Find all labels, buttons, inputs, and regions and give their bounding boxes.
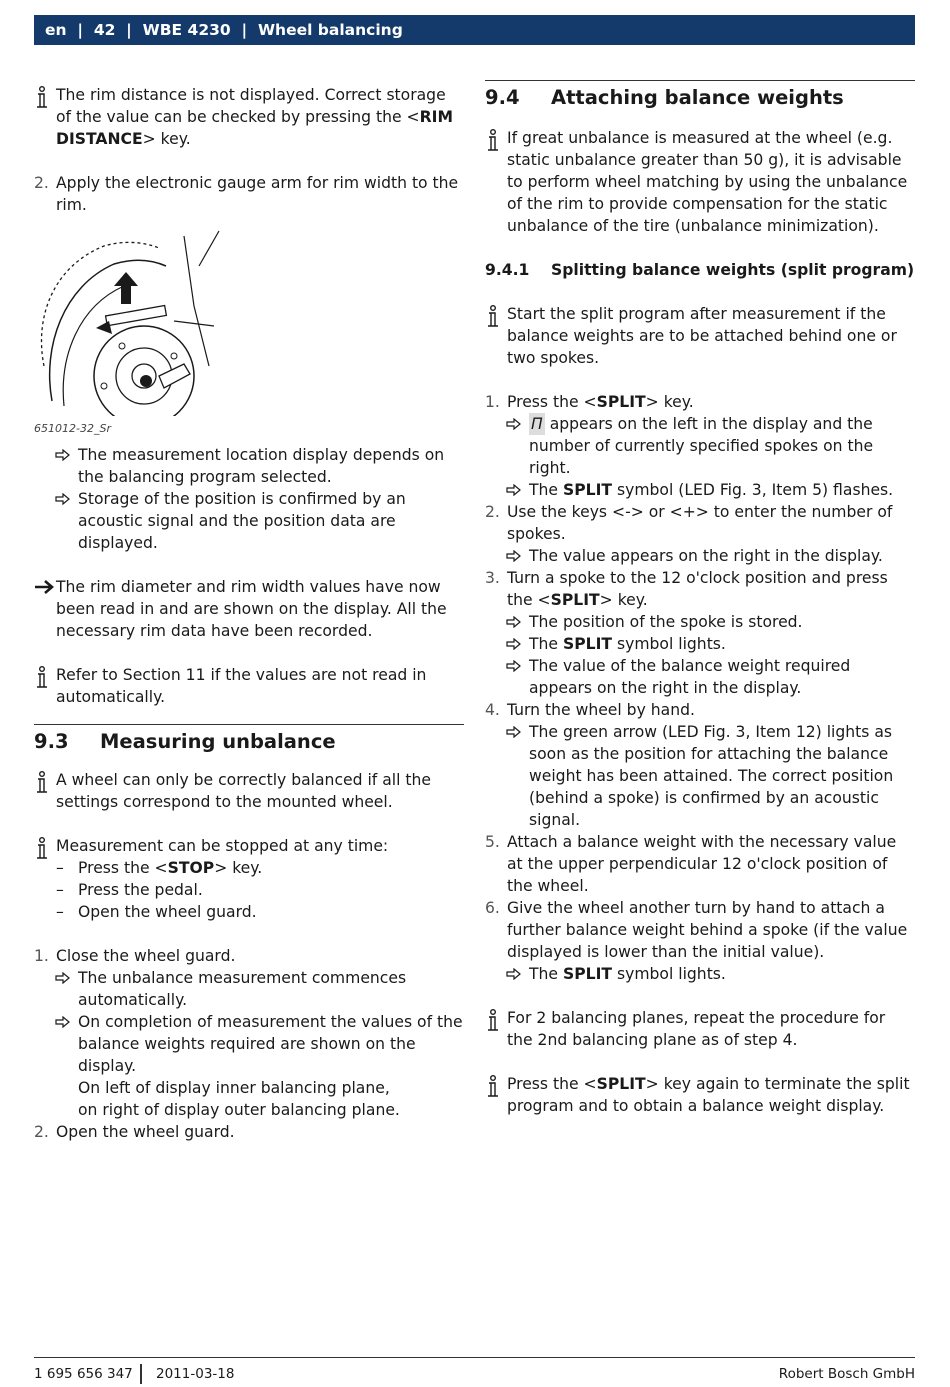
result-arrow-icon [506,550,521,562]
dash-text: Press the < [78,859,168,877]
step-text: Close the wheel guard. [56,947,236,965]
info-note [34,84,464,150]
section-number: 9.4 [485,86,520,109]
result-continuation: on right of display outer balancing plane. [78,1101,400,1119]
result-text: The green arrow (LED Fig. 3, Item 12) lights as soon as the position for attaching the balance weight has been attained. The correct position (behind a spoke) is confirmed by an acoustic signal. [529,723,894,829]
info-icon [34,86,52,110]
dash-text: Open the wheel guard. [78,903,257,921]
result-text: The value appears on the right in the display. [529,547,883,565]
conclusion-text: The rim diameter and rim width values have now been read in and are shown on the display. All the necessary rim data have been recorded. [56,578,447,640]
step-number: 4. [485,701,500,719]
step-number: 5. [485,833,500,851]
wheel-gauge-figure [34,226,224,416]
result-item [485,611,915,633]
footer-date: 2011-03-18 [156,1366,235,1382]
key-name: SPLIT [562,481,613,499]
result-text: On completion of measurement the values of the balance weights required are shown on the display. [78,1013,463,1075]
result-text: The unbalance measurement commences automatically. [78,969,407,1009]
key-name: SPLIT [596,393,646,411]
step-number: 6. [485,899,500,917]
key-name: SPLIT [562,965,613,983]
info-note [485,127,915,237]
step-text: Open the wheel guard. [56,1123,235,1141]
step-item [485,501,915,545]
step-text: Apply the electronic gauge arm for rim width to the rim. [56,174,459,214]
result-text: symbol lights. [612,965,726,983]
step-number: 2. [485,503,500,521]
result-text: The [529,965,563,983]
result-text: The measurement location display depends on the balancing program selected. [78,446,445,486]
step-text: Use the keys <-> or <+> to enter the number of spokes. [507,503,893,543]
dash-text: Press the pedal. [78,881,203,899]
info-note [485,303,915,369]
step-number: 2. [34,174,49,192]
subsection-heading [485,259,915,281]
footer-doc-number: 1 695 656 347 [34,1366,133,1382]
conclusion-note [34,576,464,642]
section-title: Attaching balance weights [551,86,844,109]
step-item [485,567,915,611]
dash-item: – Open the wheel guard. [56,903,257,921]
note-text: > key. [142,130,191,148]
subsection-title: Splitting balance weights (split program) [551,261,915,279]
step-item [485,831,915,897]
note-text: Refer to Section 11 if the values are not read in automatically. [56,666,427,706]
info-icon [485,129,503,153]
result-text: The value of the balance weight required appears on the right in the display. [529,657,851,697]
result-item [485,413,915,479]
key-name: SPLIT [596,1075,646,1093]
result-item [485,479,915,501]
section-number: 9.3 [34,730,69,753]
step-item [34,172,464,216]
note-text: If great unbalance is measured at the wheel (e.g. static unbalance greater than 50 g), it is advisable to perform wheel matching by using the unbalance of the rim to provide compensation for the static unbalance of the tire (unbalance minimization). [507,129,908,235]
dash-item: – Press the pedal. [56,881,203,899]
result-text: Storage of the position is confirmed by an acoustic signal and the position data are displayed. [78,490,406,552]
key-name: SPLIT [550,591,600,609]
header-lang: en [45,21,67,39]
result-item [485,963,915,985]
section-heading [34,724,464,757]
footer-separator [140,1364,142,1384]
info-note [485,1073,915,1117]
info-note [34,769,464,813]
header-model: WBE 4230 [142,21,231,39]
result-item [34,1011,464,1077]
result-text: appears on the left in the display and the number of currently specified spokes on the right. [529,415,874,477]
note-text: Measurement can be stopped at any time: [56,837,389,855]
result-arrow-icon [55,493,70,505]
note-text: Press the < [507,1075,597,1093]
step-number: 2. [34,1123,49,1141]
step-number: 3. [485,569,500,587]
step-text: Turn the wheel by hand. [507,701,695,719]
result-arrow-icon [55,1016,70,1028]
step-number: 1. [485,393,500,411]
result-text: symbol lights. [612,635,726,653]
header-section: Wheel balancing [257,21,403,39]
note-text: For 2 balancing planes, repeat the procedure for the 2nd balancing plane as of step 4. [507,1009,886,1049]
result-item [34,967,464,1011]
result-arrow-icon [506,484,521,496]
step-text: > key. [599,591,648,609]
result-item [34,488,464,554]
result-arrow-icon [506,418,521,430]
right-column [485,80,915,1117]
conclusion-arrow-icon [34,579,54,595]
result-item [485,721,915,831]
result-text: The position of the spoke is stored. [529,613,803,631]
note-text: > key again to terminate the split program and to obtain a balance weight display. [507,1075,910,1115]
step-text: Press the < [507,393,597,411]
result-arrow-icon [55,449,70,461]
info-icon [485,1075,503,1099]
step-item [34,945,464,967]
header-page-number: 42 [93,21,116,39]
info-note [34,835,464,857]
result-arrow-icon [506,660,521,672]
info-icon [485,305,503,329]
result-arrow-icon [506,726,521,738]
note-text: The rim distance is not displayed. Correct storage of the value can be checked by pressing the < [56,86,446,126]
note-text: Start the split program after measurement if the balance weights are to be attached behind one or two spokes. [507,305,897,367]
step-item [485,897,915,963]
step-item [485,699,915,721]
left-column [34,84,464,1143]
dash-text: > key. [214,859,263,877]
page-header: en | 42 | WBE 4230 | Wheel balancing [34,15,915,45]
info-icon [34,771,52,795]
figure-caption: 651012-32_Sr [34,422,111,435]
key-name: SPLIT [562,635,613,653]
section-title: Measuring unbalance [100,730,336,753]
result-arrow-icon [506,616,521,628]
footer-company: Robert Bosch GmbH [778,1366,915,1382]
display-symbol: Π [531,415,543,433]
step-text: Turn a spoke to the 12 o'clock position and press the < [507,569,888,609]
info-note [34,664,464,708]
result-arrow-icon [55,972,70,984]
key-name: RIM DISTANCE [56,108,453,148]
result-text: The [529,481,563,499]
result-item [485,655,915,699]
result-text: symbol (LED Fig. 3, Item 5) flashes. [612,481,894,499]
key-name: STOP [167,859,215,877]
footer-divider [34,1357,915,1358]
result-item [34,444,464,488]
subsection-number: 9.4.1 [485,261,530,279]
info-icon [485,1009,503,1033]
info-icon [34,666,52,690]
result-item [485,633,915,655]
step-number: 1. [34,947,49,965]
result-arrow-icon [506,638,521,650]
step-item [34,1121,464,1143]
dash-item: – Press the <STOP> key. [56,859,263,877]
step-text: > key. [645,393,694,411]
step-text: Give the wheel another turn by hand to attach a further balance weight behind a spoke (if the value displayed is lower than the initial value). [507,899,908,961]
note-text: A wheel can only be correctly balanced if all the settings correspond to the mounted wheel. [56,771,432,811]
info-note [485,1007,915,1051]
result-arrow-icon [506,968,521,980]
result-text: The [529,635,563,653]
section-heading [485,80,915,113]
result-item [485,545,915,567]
step-item [485,391,915,413]
result-continuation: On left of display inner balancing plane, [78,1079,390,1097]
step-text: Attach a balance weight with the necessary value at the upper perpendicular 12 o'clock position of the wheel. [507,833,897,895]
